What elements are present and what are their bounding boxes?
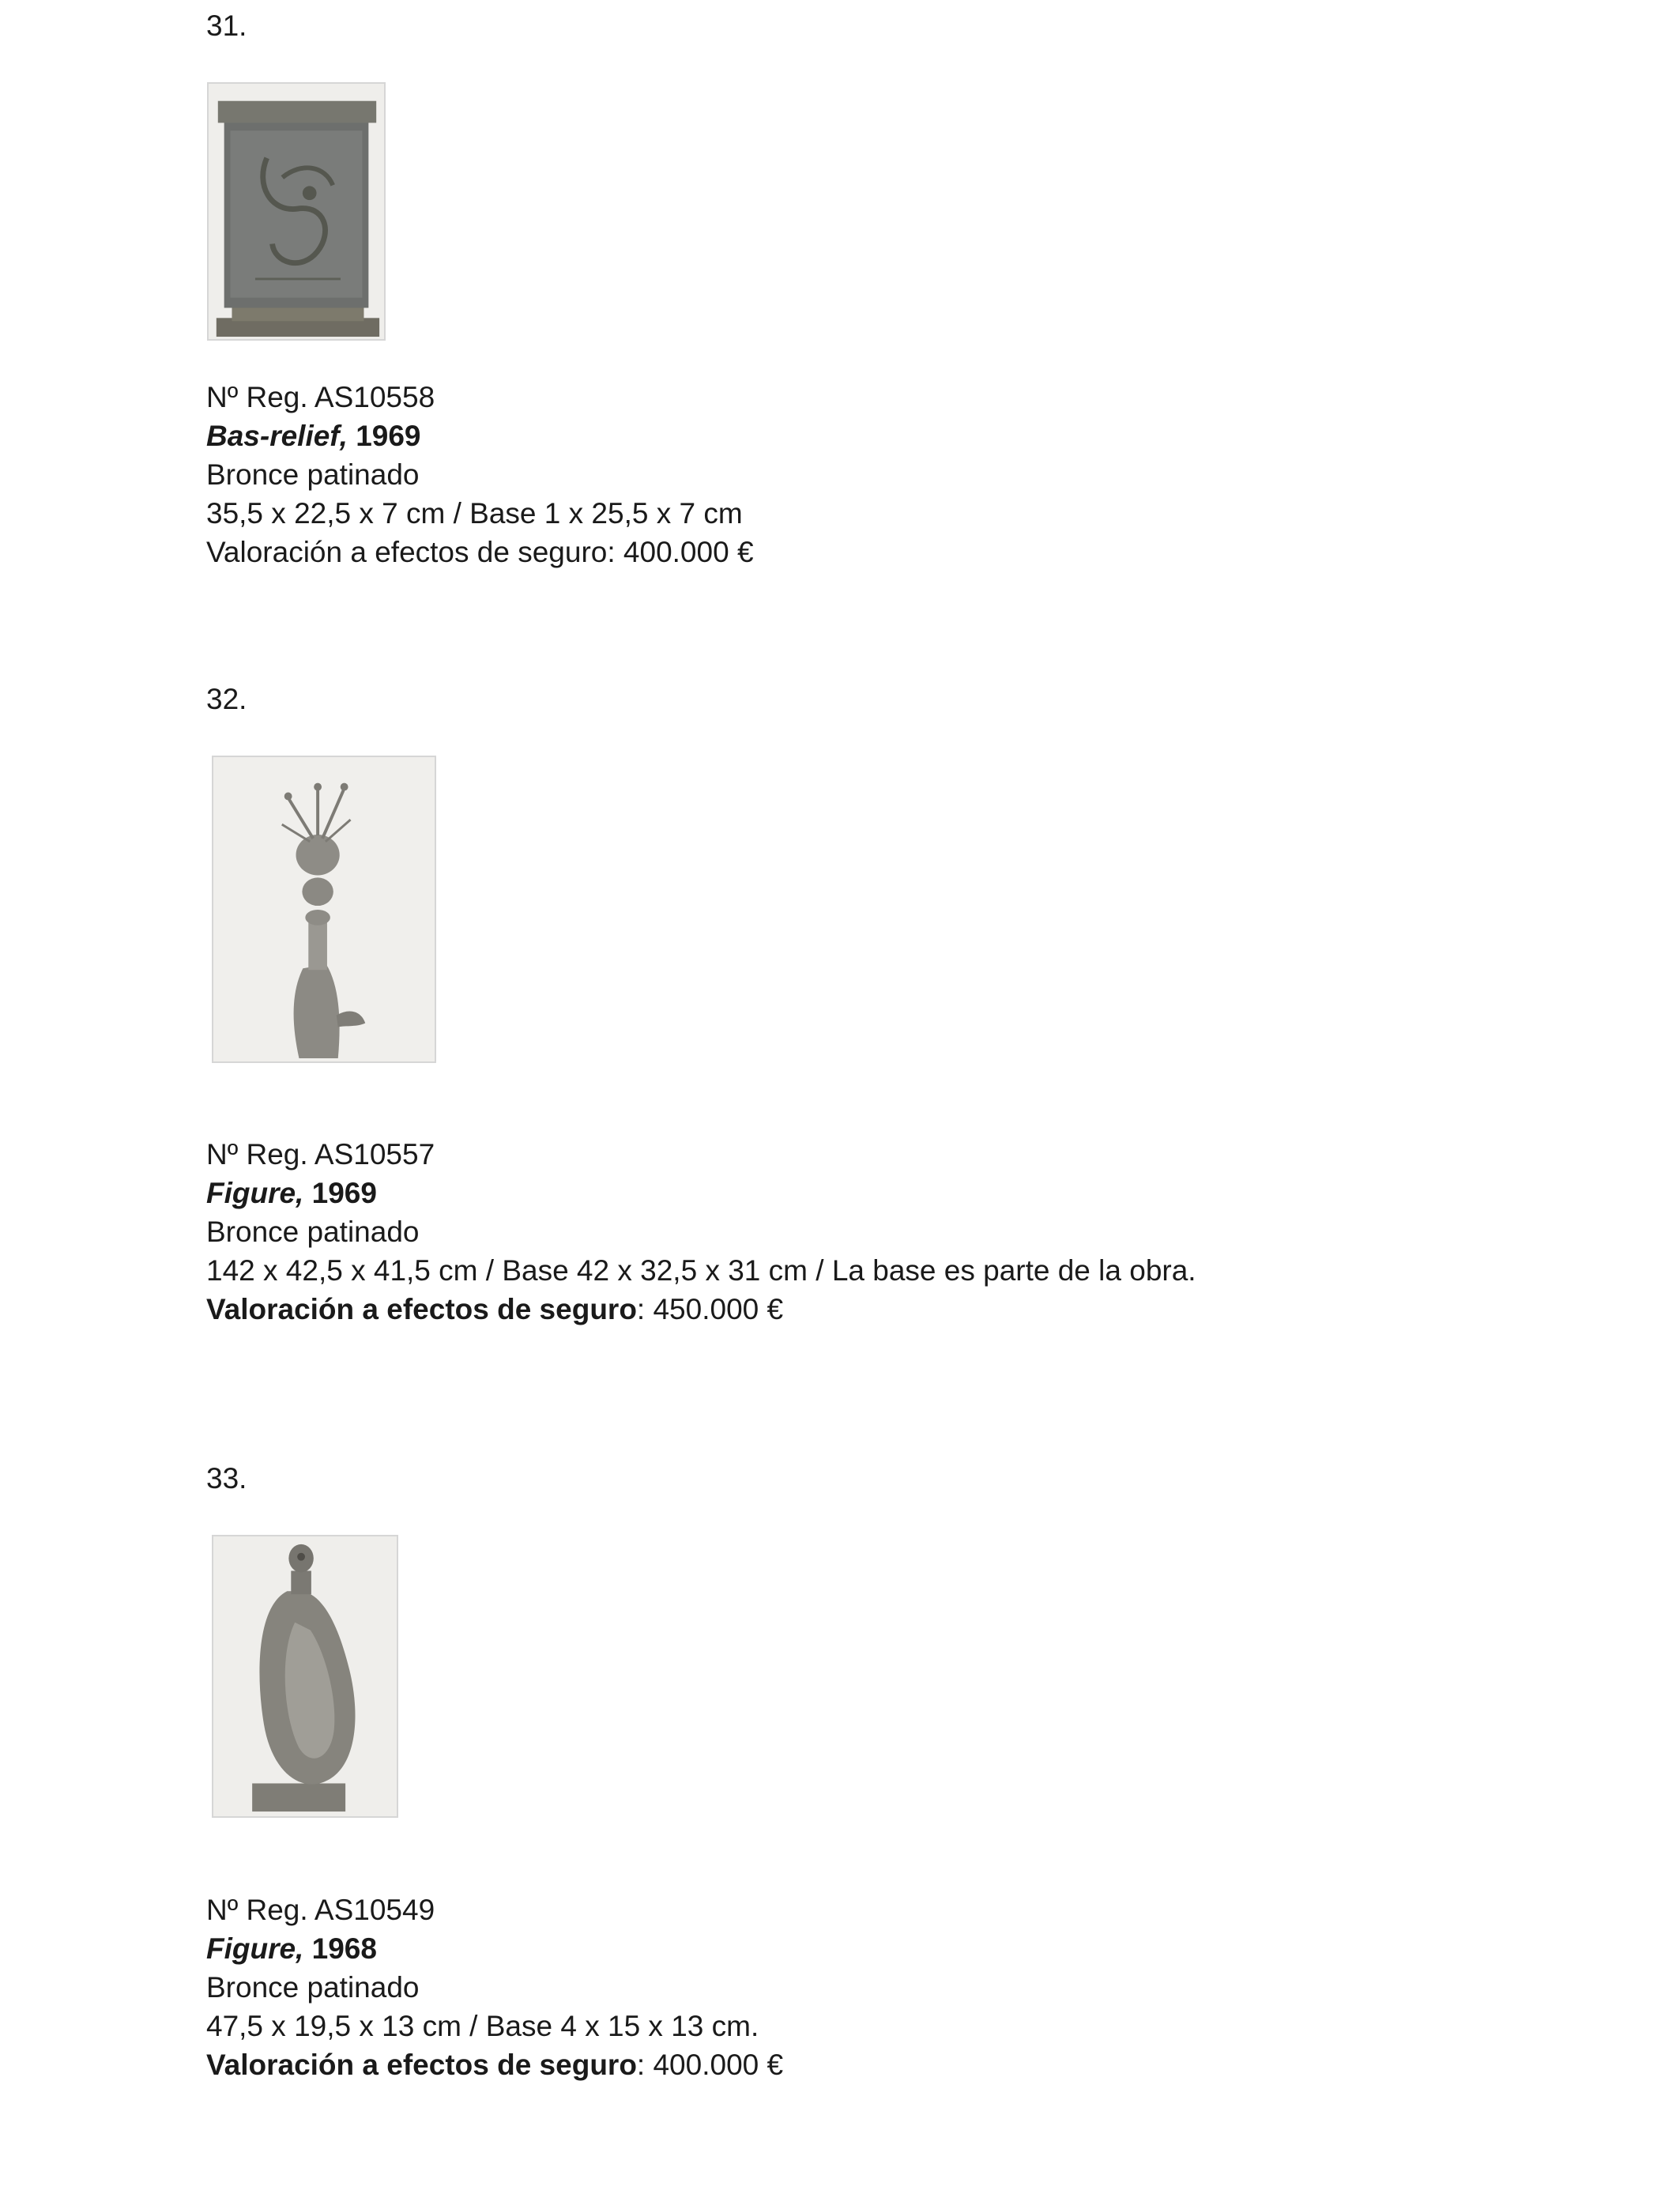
registration-number: Nº Reg. AS10557	[206, 1138, 435, 1171]
artwork-title-line	[206, 1174, 1196, 1212]
artwork-title: Bas-relief,	[206, 420, 348, 452]
artwork-image-bas-relief	[207, 82, 386, 341]
artwork-year: 1968	[311, 1932, 377, 1965]
artwork-year: 1969	[311, 1177, 377, 1209]
artwork-dimensions: 142 x 42,5 x 41,5 cm / Base 42 x 32,5 x 31 cm / La base es parte de la obra.	[206, 1254, 1196, 1287]
entry-number: 31.	[206, 9, 247, 42]
artwork-info-33	[206, 1891, 783, 2084]
artwork-material: Bronce patinado	[206, 458, 420, 491]
valuation-label: Valoración a efectos de seguro	[206, 536, 608, 568]
artwork-title: Figure,	[206, 1932, 304, 1965]
artwork-material: Bronce patinado	[206, 1216, 420, 1248]
artwork-title-line	[206, 1929, 783, 1968]
artwork-dimensions: 35,5 x 22,5 x 7 cm / Base 1 x 25,5 x 7 cm	[206, 497, 743, 530]
registration-number: Nº Reg. AS10558	[206, 381, 435, 413]
artwork-valuation	[206, 533, 754, 571]
artwork-valuation	[206, 2045, 783, 2084]
artwork-valuation	[206, 1290, 1196, 1329]
artwork-dimensions: 47,5 x 19,5 x 13 cm / Base 4 x 15 x 13 cm.	[206, 2010, 759, 2042]
entry-number: 33.	[206, 1462, 247, 1495]
artwork-info-32	[206, 1135, 1196, 1329]
valuation-value: : 400.000 €	[636, 2049, 784, 2081]
artwork-material: Bronce patinado	[206, 1971, 420, 2004]
valuation-value: : 400.000 €	[607, 536, 754, 568]
artwork-title: Figure,	[206, 1177, 304, 1209]
valuation-label: Valoración a efectos de seguro	[206, 2049, 637, 2081]
registration-number: Nº Reg. AS10549	[206, 1894, 435, 1926]
artwork-year: 1969	[356, 420, 421, 452]
valuation-value: : 450.000 €	[636, 1293, 784, 1325]
artwork-title-line	[206, 417, 754, 455]
valuation-label: Valoración a efectos de seguro	[206, 1293, 637, 1325]
artwork-image-figure-1968	[212, 1535, 398, 1818]
artwork-image-figure-1969	[212, 756, 436, 1063]
entry-number: 32.	[206, 683, 247, 715]
artwork-info-31	[206, 378, 754, 571]
